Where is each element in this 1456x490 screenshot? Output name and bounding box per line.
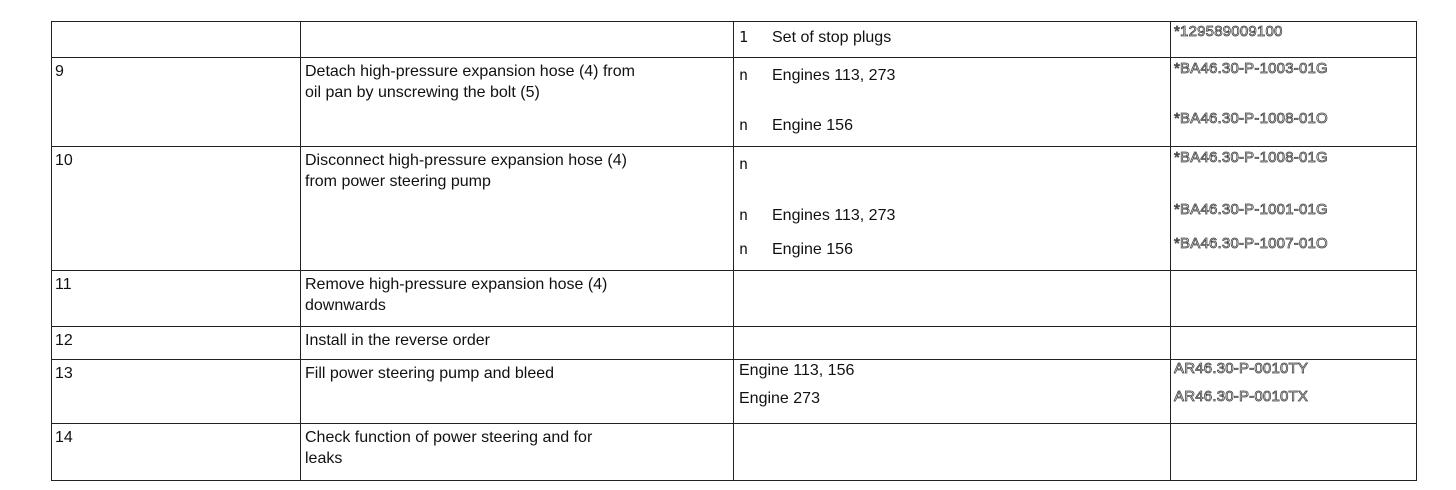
reference-code: *BA46.30-P-1001-01G bbox=[1174, 201, 1328, 218]
step-description-line: from power steering pump bbox=[305, 173, 491, 190]
step-refs-cell bbox=[1171, 58, 1417, 147]
item-bullet: n bbox=[739, 240, 749, 258]
step-number-cell bbox=[52, 360, 301, 424]
step-number-cell bbox=[52, 327, 301, 360]
item-text: Engines 113, 273 bbox=[772, 207, 896, 224]
reference-code: AR46.30-P-0010TX bbox=[1174, 388, 1309, 405]
step-number: 13 bbox=[55, 365, 73, 382]
item-text: Set of stop plugs bbox=[772, 29, 892, 46]
step-number: 11 bbox=[55, 276, 72, 293]
procedure-table-wrap bbox=[51, 21, 1417, 481]
step-number-cell bbox=[52, 271, 301, 327]
step-description-cell bbox=[301, 424, 734, 481]
table-row bbox=[52, 360, 1417, 424]
step-items-cell bbox=[734, 360, 1171, 424]
step-description-cell bbox=[301, 271, 734, 327]
step-description-line: Detach high-pressure expansion hose (4) from bbox=[305, 63, 635, 80]
step-number-cell bbox=[52, 58, 301, 147]
step-refs-cell bbox=[1171, 271, 1417, 327]
table-row bbox=[52, 327, 1417, 360]
reference-code: *BA46.30-P-1008-01G bbox=[1174, 149, 1328, 166]
step-items-cell bbox=[734, 58, 1171, 147]
step-items-cell bbox=[734, 271, 1171, 327]
item-bullet: 1 bbox=[739, 28, 749, 46]
table-row bbox=[52, 147, 1417, 271]
step-description-cell bbox=[301, 327, 734, 360]
item-text: Engine 273 bbox=[739, 390, 820, 407]
item-text: Engine 156 bbox=[772, 241, 853, 258]
item-text: Engines 113, 273 bbox=[772, 67, 896, 84]
reference-code: *BA46.30-P-1008-01O bbox=[1174, 110, 1328, 127]
step-refs-cell bbox=[1171, 147, 1417, 271]
table-row bbox=[52, 424, 1417, 481]
procedure-table bbox=[51, 21, 1417, 481]
step-number: 9 bbox=[55, 63, 64, 80]
step-description-cell bbox=[301, 22, 734, 58]
step-number: 12 bbox=[55, 332, 73, 349]
step-number: 14 bbox=[55, 429, 73, 446]
step-description-cell bbox=[301, 58, 734, 147]
step-description-line: Check function of power steering and for bbox=[305, 429, 593, 446]
step-description-line: downwards bbox=[305, 297, 386, 314]
step-items-cell bbox=[734, 22, 1171, 58]
reference-code: AR46.30-P-0010TY bbox=[1174, 360, 1309, 377]
reference-code: *BA46.30-P-1003-01G bbox=[1174, 60, 1328, 77]
step-items-cell bbox=[734, 147, 1171, 271]
step-description-line: Fill power steering pump and bleed bbox=[305, 365, 555, 382]
step-description-line: Disconnect high-pressure expansion hose (4) bbox=[305, 152, 627, 169]
step-number-cell bbox=[52, 424, 301, 481]
item-text: Engine 156 bbox=[772, 117, 853, 134]
table-row bbox=[52, 58, 1417, 147]
table-row bbox=[52, 271, 1417, 327]
step-description-line: Remove high-pressure expansion hose (4) bbox=[305, 276, 608, 293]
step-number-cell bbox=[52, 22, 301, 58]
item-bullet: n bbox=[739, 155, 749, 173]
step-number: 10 bbox=[55, 152, 73, 169]
reference-code: *129589009100 bbox=[1174, 23, 1283, 40]
step-refs-cell bbox=[1171, 360, 1417, 424]
step-description-line: Install in the reverse order bbox=[305, 332, 490, 349]
item-bullet: n bbox=[739, 116, 749, 134]
item-bullet: n bbox=[739, 66, 749, 84]
item-text: Engine 113, 156 bbox=[739, 362, 855, 379]
step-refs-cell bbox=[1171, 22, 1417, 58]
step-description-line: leaks bbox=[305, 450, 343, 467]
step-items-cell bbox=[734, 424, 1171, 481]
step-description-cell bbox=[301, 360, 734, 424]
step-refs-cell bbox=[1171, 424, 1417, 481]
item-bullet: n bbox=[739, 206, 749, 224]
reference-code: *BA46.30-P-1007-01O bbox=[1174, 235, 1328, 252]
step-number-cell bbox=[52, 147, 301, 271]
step-description-cell bbox=[301, 147, 734, 271]
step-description-line: oil pan by unscrewing the bolt (5) bbox=[305, 84, 540, 101]
step-items-cell bbox=[734, 327, 1171, 360]
table-row bbox=[52, 22, 1417, 58]
step-refs-cell bbox=[1171, 327, 1417, 360]
